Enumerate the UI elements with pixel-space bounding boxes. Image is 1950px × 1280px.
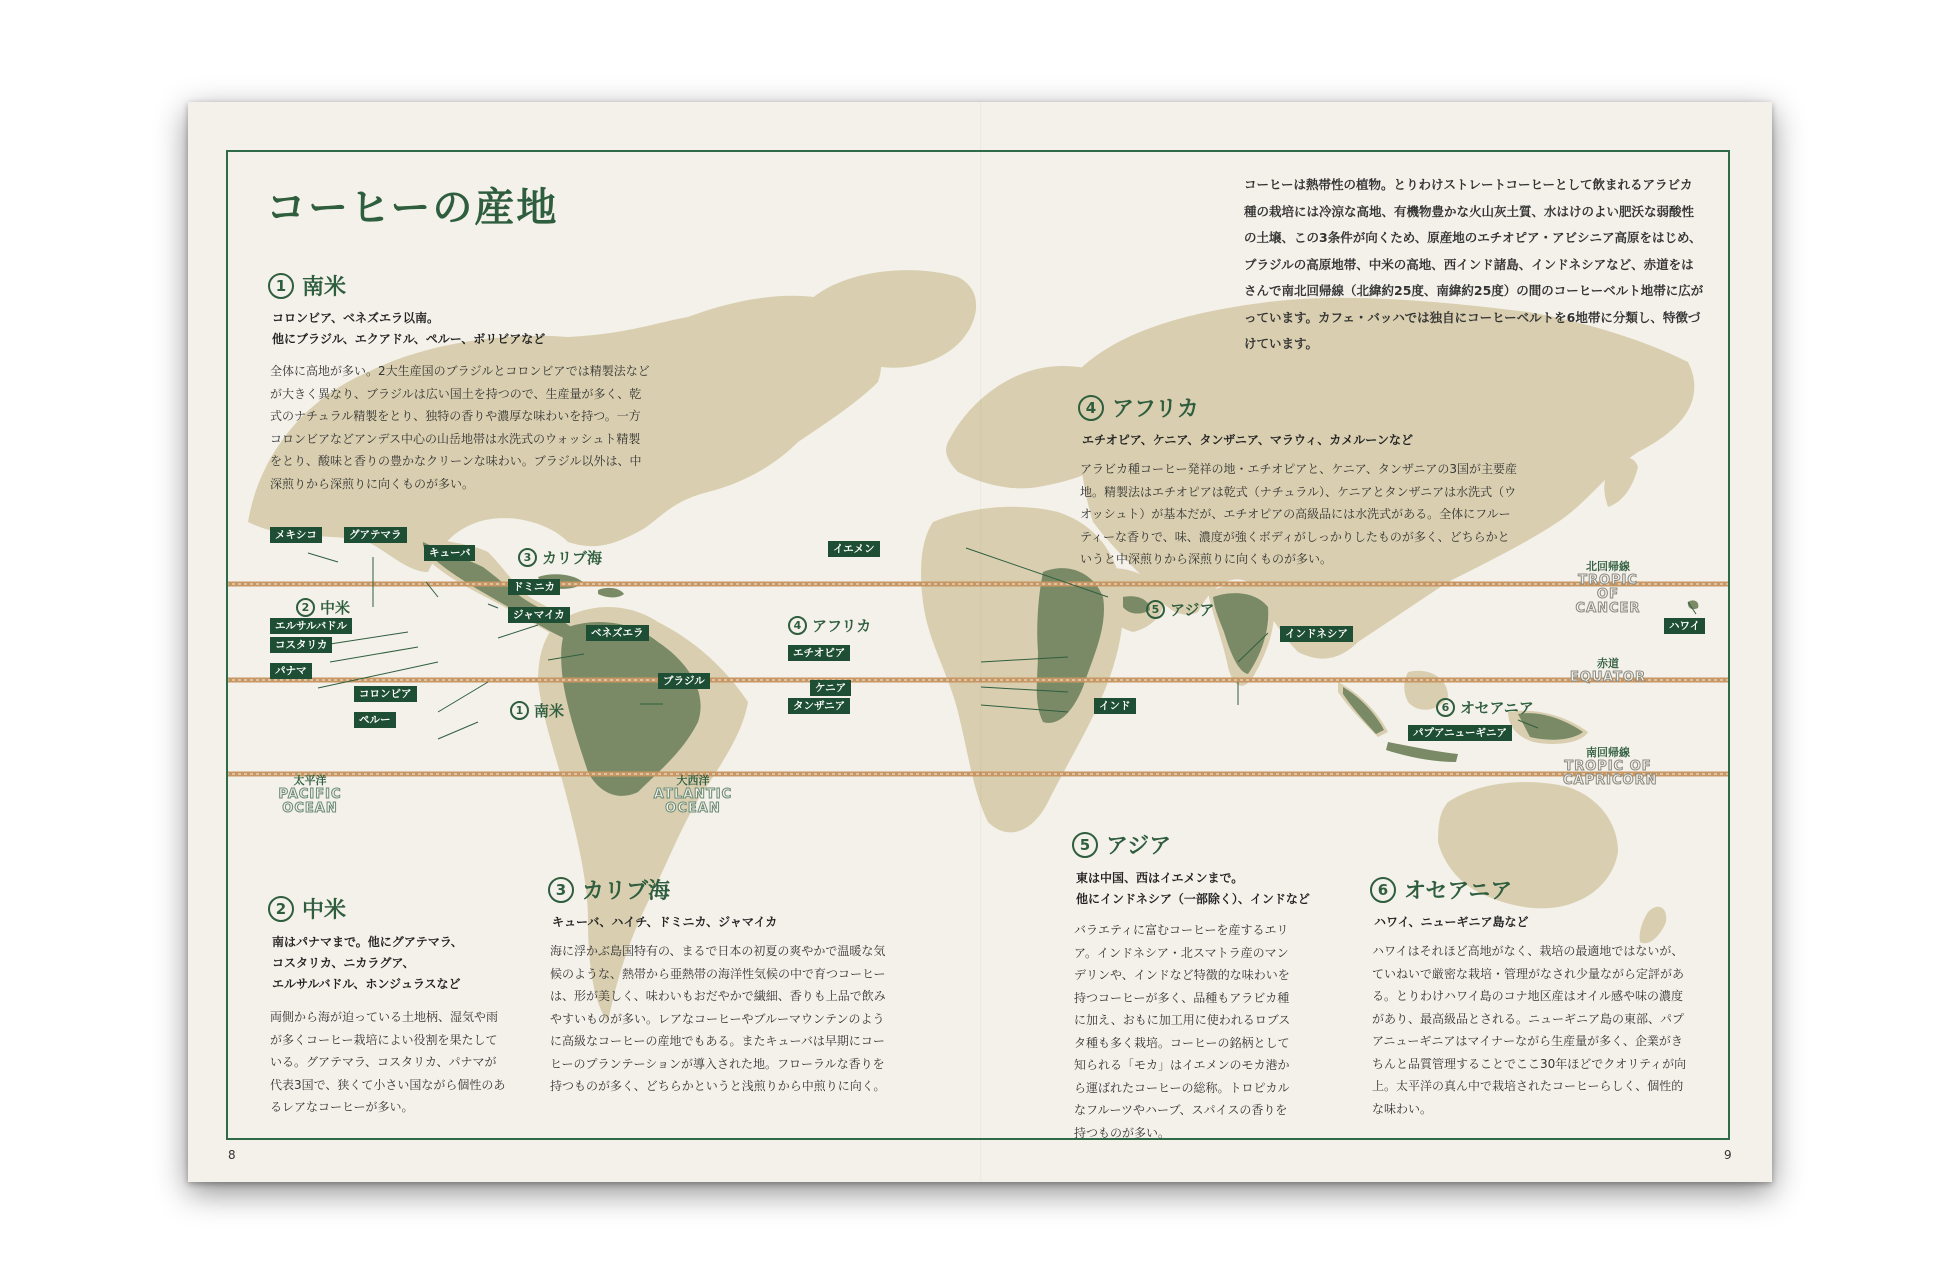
section-title: オセアニア <box>1404 879 1513 904</box>
number-badge: 2 <box>296 598 315 617</box>
country-tag-brazil: ブラジル <box>658 673 710 689</box>
map-label-text: カリブ海 <box>542 549 603 567</box>
subtitle-line: 南はパナマまで。他にグアテマラ、 <box>272 935 463 949</box>
line-label-en: TROPIC OF CAPRICORN <box>1563 759 1658 788</box>
country-tag-dominica: ドミニカ <box>508 579 560 595</box>
subtitle-line: 東は中国、西はイエメンまで。 <box>1076 871 1244 885</box>
map-label-oceania <box>1436 697 1534 718</box>
section-heading-south-america <box>268 270 346 301</box>
country-tag-ethiopia: エチオピア <box>788 645 850 661</box>
subtitle-line: ハワイ、ニューギニア島など <box>1374 915 1529 929</box>
page-number-right: 9 <box>1724 1148 1732 1162</box>
subtitle-line: 他にブラジル、エクアドル、ペルー、ボリビアなど <box>272 332 546 346</box>
subtitle-line: キューバ、ハイチ、ドミニカ、ジャマイカ <box>552 915 778 929</box>
line-label-ja: 北回帰線 <box>1586 560 1630 573</box>
country-tag-colombia: コロンビア <box>354 686 417 702</box>
ocean-label-pacific <box>260 774 360 816</box>
country-tag-jamaica: ジャマイカ <box>508 607 570 623</box>
label-tropic-of-cancer <box>1548 560 1668 616</box>
section-title: アフリカ <box>1112 397 1199 422</box>
number-badge: 4 <box>1078 395 1104 421</box>
country-tag-el-salvador: エルサルバドル <box>270 618 352 634</box>
country-tag-indonesia: インドネシア <box>1280 626 1353 642</box>
subtitle-line: エルサルバドル、ホンジュラスなど <box>272 977 461 991</box>
country-tag-guatemala: グアテマラ <box>344 527 407 543</box>
subtitle-line: コロンビア、ベネズエラ以南。 <box>272 311 440 325</box>
page-title: コーヒーの産地 <box>266 185 559 231</box>
number-badge: 5 <box>1146 600 1165 619</box>
section-heading-africa <box>1078 392 1199 423</box>
ocean-label-en: ATLANTIC <box>653 787 733 802</box>
section-subtitle-caribbean <box>552 912 777 933</box>
map-label-text: オセアニア <box>1460 699 1534 717</box>
line-label-en: EQUATOR <box>1569 670 1647 685</box>
map-label-text: 南米 <box>534 702 565 720</box>
subtitle-line: エチオピア、ケニア、タンザニア、マラウィ、カメルーンなど <box>1082 433 1413 447</box>
number-badge: 1 <box>510 701 529 720</box>
section-subtitle-oceania <box>1374 912 1529 933</box>
section-title: カリブ海 <box>582 879 671 904</box>
country-tag-hawaii: ハワイ <box>1664 618 1705 634</box>
ocean-label-atlantic <box>638 774 748 816</box>
map-label-text: 中米 <box>320 599 351 617</box>
section-body-oceania: ハワイはそれほど高地がなく、栽培の最適地ではないが、ていねいで厳密な栽培・管理がなされ少量ながら定評がある。とりわけハワイ島のコナ地区産はオイル感や味の濃度があり、最高級品とされる。ニューギニア島の東部、パプアニューギニアはマイナーながら生産量が多く、企業がきちんと品質管理することでここ30年ほどでクオリティが向上。太平洋の真ん中で栽培されたコーヒーらしく、個性的な味わい。 <box>1372 944 1687 1116</box>
line-label-en: TROPIC OF CANCER <box>1575 573 1641 616</box>
number-badge: 6 <box>1436 698 1455 717</box>
country-tag-panama: パナマ <box>270 663 312 679</box>
section-subtitle-asia <box>1076 868 1310 910</box>
section-heading-asia <box>1072 829 1171 860</box>
country-tag-venezuela: ベネズエラ <box>586 625 649 641</box>
section-body-south-america: 全体に高地が多い。2大生産国のブラジルとコロンビアでは精製法などが大きく異なり、ブラジルは広い国土を持つので、生産量が多く、乾式のナチュラル精製をとり、独特の香りや濃厚な味わいを持つ。一方コロンビアなどアンデス中心の山岳地帯は水洗式のウォッシュト精製をとり、酸味と香りの豊かなクリーンな味わい。ブラジル以外は、中深煎りから深煎りに向くものが多い。 <box>270 364 650 491</box>
ocean-label-ja: 太平洋 <box>293 774 327 787</box>
page-number-left: 8 <box>228 1148 236 1162</box>
label-tropic-of-capricorn <box>1548 746 1668 788</box>
section-title: アジア <box>1106 834 1172 859</box>
section-title: 南米 <box>302 275 347 300</box>
number-badge: 1 <box>268 273 294 299</box>
subtitle-line: 他にインドネシア（一部除く）、インドなど <box>1076 892 1310 906</box>
number-badge: 3 <box>548 877 574 903</box>
ocean-label-en: OCEAN <box>282 801 338 816</box>
section-body-central-america: 両側から海が迫っている土地柄、湿気や雨が多くコーヒー栽培によい役割を果たしている。グアテマラ、コスタリカ、パナマが代表3国で、狭くて小さい国ながら個性のあるレアなコーヒーが多い。 <box>270 1010 506 1114</box>
section-heading-caribbean <box>548 874 670 905</box>
number-badge: 3 <box>518 548 537 567</box>
country-tag-india: インド <box>1094 698 1136 714</box>
line-label-ja: 南回帰線 <box>1586 746 1630 759</box>
country-tag-yemen: イエメン <box>828 541 880 557</box>
section-subtitle-central-america <box>272 932 463 995</box>
label-equator <box>1548 657 1668 685</box>
ocean-label-en: OCEAN <box>665 801 721 816</box>
magazine-spread <box>188 102 1772 1182</box>
map-label-caribbean <box>518 547 602 568</box>
section-body-asia: バラエティに富むコーヒーを産するエリア。インドネシア・北スマトラ産のマンデリンや、インドなど特徴的な味わいを持つコーヒーが多く、品種もアラビカ種に加え、おもに加工用に使われるロブスタ種も多く栽培。コーヒーの銘柄として知られる「モカ」はイエメンのモカ港から運ばれたコーヒーの総称。トロピカルなフルーツやハーブ、スパイスの香りを持つものが多い。 <box>1074 923 1291 1140</box>
gutter <box>980 102 982 1182</box>
country-tag-peru: ペルー <box>354 712 396 728</box>
subtitle-line: コスタリカ、ニカラグア、 <box>272 956 415 970</box>
country-tag-tanzania: タンザニア <box>788 698 850 714</box>
section-subtitle-africa <box>1082 430 1413 451</box>
number-badge: 2 <box>268 896 294 922</box>
number-badge: 4 <box>788 616 807 635</box>
map-label-text: アフリカ <box>812 617 872 635</box>
country-tag-kenya: ケニア <box>810 680 851 696</box>
country-tag-mexico: メキシコ <box>270 527 322 543</box>
section-heading-central-america <box>268 893 346 924</box>
map-label-central-america <box>296 597 350 618</box>
map-label-text: アジア <box>1170 601 1215 619</box>
section-subtitle-south-america <box>272 308 545 350</box>
section-heading-oceania <box>1370 874 1512 905</box>
map-label-south-america <box>510 700 564 721</box>
number-badge: 6 <box>1370 877 1396 903</box>
intro-text: コーヒーは熱帯性の植物。とりわけストレートコーヒーとして飲まれるアラビカ種の栽培には冷涼な高地、有機物豊かな火山灰土質、水はけのよい肥沃な弱酸性の土壌、この3条件が向くため、原産地のエチオピア・アビシニア高原をはじめ、ブラジルの高原地帯、中米の高地、西インド諸島、インドネシアなど、赤道をはさんで南北回帰線（北緯約25度、南緯約25度）の間のコーヒーベルト地帯に広がっています。カフェ・バッハでは独自にコーヒーベルトを6地帯に分類し、特徴づけています。 <box>1244 177 1704 351</box>
section-body-caribbean: 海に浮かぶ島国特有の、まるで日本の初夏の爽やかで温暖な気候のような、熱帯から亜熱帯の海洋性気候の中で育つコーヒーは、形が美しく、味わいもおだやかで繊細、香りも上品で飲みやすいものが多い。レアなコーヒーやブルーマウンテンのように高級なコーヒーの産地でもある。またキューバは早期にコーヒーのプランテーションが導入された地。フローラルな香りを持つものが多く、どちらかというと浅煎りから中煎りに向く。 <box>550 944 886 1093</box>
map-label-asia <box>1146 599 1214 620</box>
section-title: 中米 <box>302 898 347 923</box>
section-body-africa: アラビカ種コーヒー発祥の地・エチオピアと、ケニア、タンザニアの3国が主要産地。精製法はエチオピアは乾式（ナチュラル）、ケニアとタンザニアは水洗式（ウオッシュト）が基本だが、エチオピアの高級品には水洗式がある。全体にフルーティーな香りで、味、濃度が強くボディがしっかりしたものが多く、どちらかというと中深煎りから深煎りに向くものが多い。 <box>1080 462 1517 566</box>
number-badge: 5 <box>1072 832 1098 858</box>
ocean-label-en: PACIFIC <box>278 787 342 802</box>
country-tag-costa-rica: コスタリカ <box>270 637 332 653</box>
country-tag-papua-new-guinea: パプアニューギニア <box>1408 725 1512 741</box>
country-tag-cuba: キューバ <box>424 545 475 561</box>
map-label-africa <box>788 615 871 636</box>
ocean-label-ja: 大西洋 <box>676 774 710 787</box>
line-label-ja: 赤道 <box>1597 657 1619 670</box>
